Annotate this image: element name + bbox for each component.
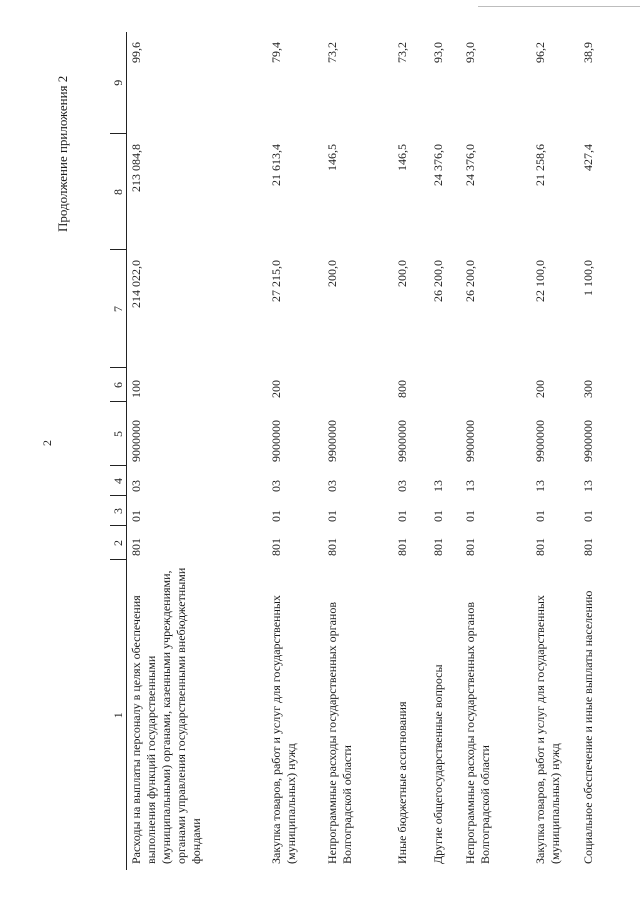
row-value-9: 79,4 bbox=[268, 42, 283, 63]
row-value-9: 73,2 bbox=[324, 42, 339, 63]
row-code-4: 03 bbox=[268, 480, 283, 492]
row-description: Закупка товаров, работ и услуг для государственных (муниципальных) нужд bbox=[268, 595, 298, 864]
row-value-7: 26 200,0 bbox=[462, 260, 477, 302]
row-code-6: 800 bbox=[394, 380, 409, 398]
row-code-5: 9900000 bbox=[532, 420, 547, 462]
row-code-3: 01 bbox=[268, 510, 283, 522]
row-code-4: 03 bbox=[324, 480, 339, 492]
row-code-6: 100 bbox=[129, 380, 143, 398]
row-code-3: 01 bbox=[462, 510, 477, 522]
row-value-9: 99,6 bbox=[129, 42, 143, 63]
row-value-7: 27 215,0 bbox=[268, 260, 283, 302]
row-code-2: 801 bbox=[462, 538, 477, 556]
table-row bbox=[429, 32, 461, 870]
row-description: Другие общегосударственные вопросы bbox=[430, 664, 445, 864]
row-description: Непрограммные расходы государственных органов Волгоградской области bbox=[462, 601, 492, 864]
row-code-4: 13 bbox=[532, 480, 547, 492]
row-value-8: 213 084,8 bbox=[129, 144, 143, 192]
row-description: Иные бюджетные ассигнования bbox=[394, 701, 409, 864]
row-value-8: 427,4 bbox=[580, 144, 595, 171]
row-code-3: 01 bbox=[532, 510, 547, 522]
row-code-5 bbox=[429, 402, 461, 466]
row-value-7: 22 100,0 bbox=[532, 260, 547, 302]
table-row bbox=[393, 32, 429, 870]
row-code-2: 801 bbox=[532, 538, 547, 556]
row-value-8: 146,5 bbox=[394, 144, 409, 171]
column-header-3: 3 bbox=[110, 496, 127, 526]
row-code-6: 200 bbox=[268, 380, 283, 398]
budget-table-frame bbox=[110, 32, 635, 870]
row-code-6: 300 bbox=[580, 380, 595, 398]
row-value-7: 200,0 bbox=[394, 260, 409, 287]
row-code-3: 01 bbox=[129, 510, 143, 522]
row-code-2: 801 bbox=[268, 538, 283, 556]
budget-table bbox=[110, 32, 619, 870]
top-edge-line bbox=[478, 6, 640, 7]
row-value-8: 24 376,0 bbox=[462, 144, 477, 186]
row-value-8: 146,5 bbox=[324, 144, 339, 171]
row-code-4: 13 bbox=[430, 480, 445, 492]
table-row bbox=[323, 32, 393, 870]
row-code-5: 9900000 bbox=[324, 420, 339, 462]
row-description: Расходы на выплаты персоналу в целях обеспечения выполнения функций государственными (муниципальными) органами, казенными учреждениями, органами управления государственными внебюджетными фондами bbox=[129, 567, 203, 864]
row-code-5: 9000000 bbox=[129, 420, 143, 462]
row-value-9: 93,0 bbox=[462, 42, 477, 63]
column-header-1: 1 bbox=[110, 560, 127, 870]
row-code-6 bbox=[461, 368, 531, 402]
row-code-3: 01 bbox=[324, 510, 339, 522]
table-row bbox=[461, 32, 531, 870]
row-value-9: 73,2 bbox=[394, 42, 409, 63]
row-code-6 bbox=[429, 368, 461, 402]
row-code-4: 03 bbox=[129, 480, 143, 492]
row-code-3: 01 bbox=[580, 510, 595, 522]
table-row bbox=[127, 32, 267, 870]
row-code-2: 801 bbox=[129, 538, 143, 556]
row-code-4: 13 bbox=[462, 480, 477, 492]
row-code-6 bbox=[323, 368, 393, 402]
column-header-5: 5 bbox=[110, 402, 127, 466]
row-code-2: 801 bbox=[394, 538, 409, 556]
column-header-7: 7 bbox=[110, 250, 127, 368]
column-header-2: 2 bbox=[110, 526, 127, 560]
row-code-5: 9900000 bbox=[394, 420, 409, 462]
row-value-9: 93,0 bbox=[430, 42, 445, 63]
column-header-6: 6 bbox=[110, 368, 127, 402]
row-code-2: 801 bbox=[430, 538, 445, 556]
row-value-7: 1 100,0 bbox=[580, 260, 595, 296]
row-description: Непрограммные расходы государственных органов Волгоградской области bbox=[324, 601, 354, 864]
row-code-3: 01 bbox=[394, 510, 409, 522]
row-code-2: 801 bbox=[324, 538, 339, 556]
row-code-5: 9900000 bbox=[580, 420, 595, 462]
column-header-4: 4 bbox=[110, 466, 127, 496]
row-code-6: 200 bbox=[532, 380, 547, 398]
row-description: Закупка товаров, работ и услуг для государственных (муниципальных) нужд bbox=[532, 595, 562, 864]
table-row bbox=[579, 32, 619, 870]
table-row bbox=[531, 32, 579, 870]
row-value-8: 24 376,0 bbox=[430, 144, 445, 186]
row-value-8: 21 613,4 bbox=[268, 144, 283, 186]
row-value-9: 38,9 bbox=[580, 42, 595, 63]
row-description: Социальное обеспечение и иные выплаты населению bbox=[580, 590, 595, 864]
row-value-7: 200,0 bbox=[324, 260, 339, 287]
table-row bbox=[267, 32, 323, 870]
row-value-7: 214 022,0 bbox=[129, 260, 143, 308]
row-code-5: 9000000 bbox=[268, 420, 283, 462]
row-value-7: 26 200,0 bbox=[430, 260, 445, 302]
continuation-label: Продолжение приложения 2 bbox=[55, 75, 70, 232]
row-code-2: 801 bbox=[580, 538, 595, 556]
row-code-5: 9900000 bbox=[462, 420, 477, 462]
row-value-8: 21 258,6 bbox=[532, 144, 547, 186]
table-header-row bbox=[110, 32, 127, 870]
row-code-4: 13 bbox=[580, 480, 595, 492]
row-code-3: 01 bbox=[430, 510, 445, 522]
row-value-9: 96,2 bbox=[532, 42, 547, 63]
column-header-9: 9 bbox=[110, 32, 127, 134]
column-header-8: 8 bbox=[110, 134, 127, 250]
page-number: 2 bbox=[40, 440, 54, 446]
row-code-4: 03 bbox=[394, 480, 409, 492]
